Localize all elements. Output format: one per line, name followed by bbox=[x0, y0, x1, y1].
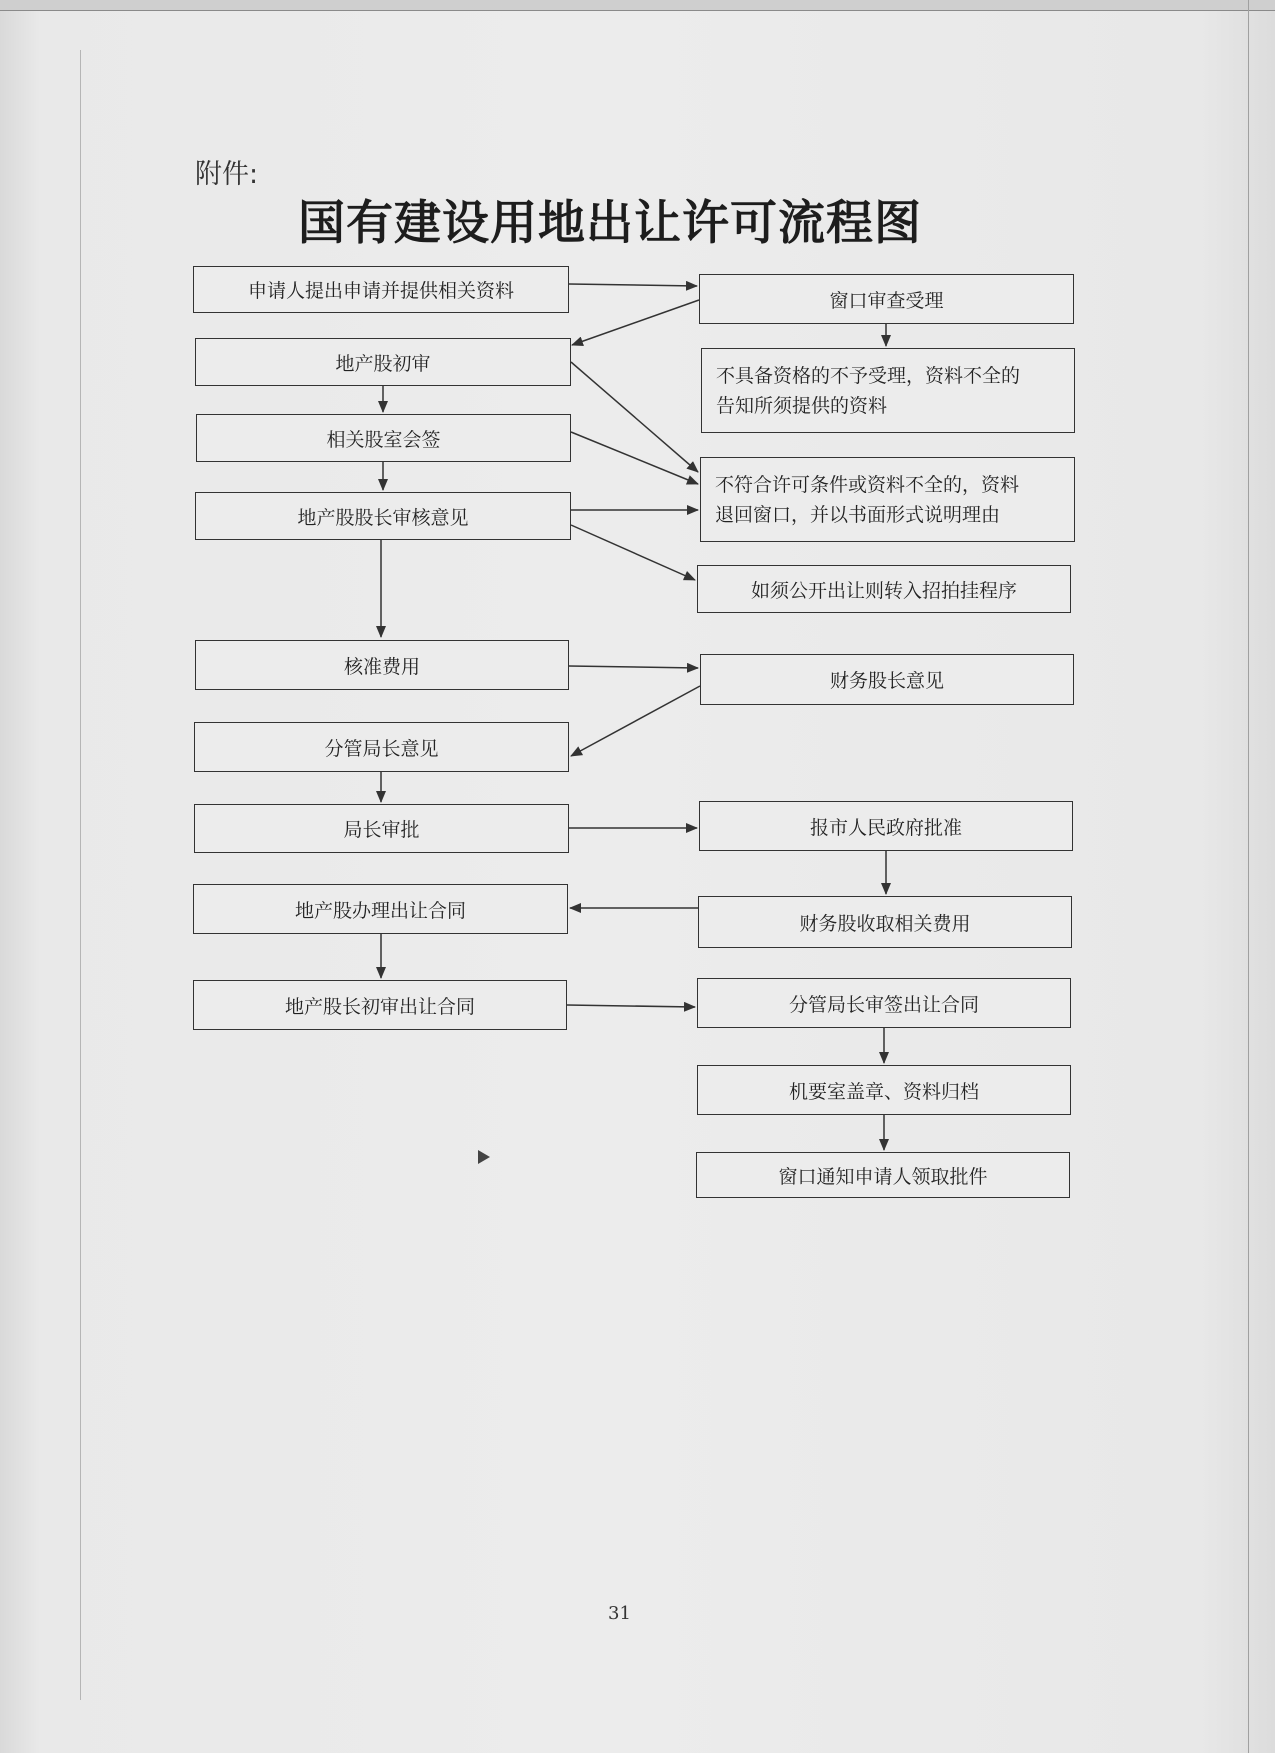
box-chief-opinion-label: 地产股股长审核意见 bbox=[297, 506, 469, 529]
box-return-line-1: 不符合许可条件或资料不全的，资料 bbox=[715, 473, 1020, 496]
box-return-line-2: 退回窗口，并以书面形式说明理由 bbox=[715, 503, 1001, 526]
box-apply-label: 申请人提出申请并提供相关资料 bbox=[247, 280, 514, 302]
arrow-chief-to-public bbox=[571, 525, 695, 580]
box-contract-review-label: 地产股长初审出让合同 bbox=[284, 995, 475, 1018]
box-public-transfer-label: 如须公开出让则转入招拍挂程序 bbox=[750, 579, 1017, 602]
box-deputy-sign-label: 分管局长审签出让合同 bbox=[788, 993, 979, 1016]
box-window-review-label: 窗口审查受理 bbox=[829, 289, 944, 312]
arrow-countersign-to-return bbox=[571, 432, 698, 484]
box-initial-review-label: 地产股初审 bbox=[335, 352, 431, 375]
box-city-gov-label: 报市人民政府批准 bbox=[809, 816, 962, 839]
page-number: 31 bbox=[608, 1603, 631, 1624]
arrow-initial-to-return bbox=[571, 362, 698, 472]
box-director-approval-label: 局长审批 bbox=[343, 819, 420, 841]
box-contract-label: 地产股办理出让合同 bbox=[294, 899, 466, 922]
box-finance-chief-label: 财务股长意见 bbox=[829, 670, 944, 692]
box-deputy-director-label: 分管局长意见 bbox=[324, 737, 439, 760]
arrow-finance-to-deputy bbox=[571, 686, 700, 756]
arrow-fee-to-finance bbox=[569, 666, 698, 668]
box-reject-line-1: 不具备资格的不予受理，资料不全的 bbox=[716, 364, 1021, 387]
box-fee-approval-label: 核准费用 bbox=[343, 655, 420, 678]
box-reject-line-2: 告知所须提供的资料 bbox=[716, 394, 888, 417]
flowchart-title: 国有建设用地出让许可流程图 bbox=[298, 196, 922, 251]
box-countersign-label: 相关股室会签 bbox=[326, 428, 441, 451]
attachment-label: 附件: bbox=[195, 159, 259, 190]
arrow-apply-to-window bbox=[569, 284, 697, 286]
arrow-review-to-deputy-sign bbox=[567, 1005, 695, 1007]
box-seal-archive-label: 机要室盖章、资料归档 bbox=[788, 1080, 979, 1103]
box-notify-label: 窗口通知申请人领取批件 bbox=[778, 1165, 988, 1188]
box-finance-collect-label: 财务股收取相关费用 bbox=[799, 912, 971, 935]
stray-triangle-mark bbox=[478, 1150, 490, 1164]
arrow-window-to-initial bbox=[572, 300, 699, 345]
